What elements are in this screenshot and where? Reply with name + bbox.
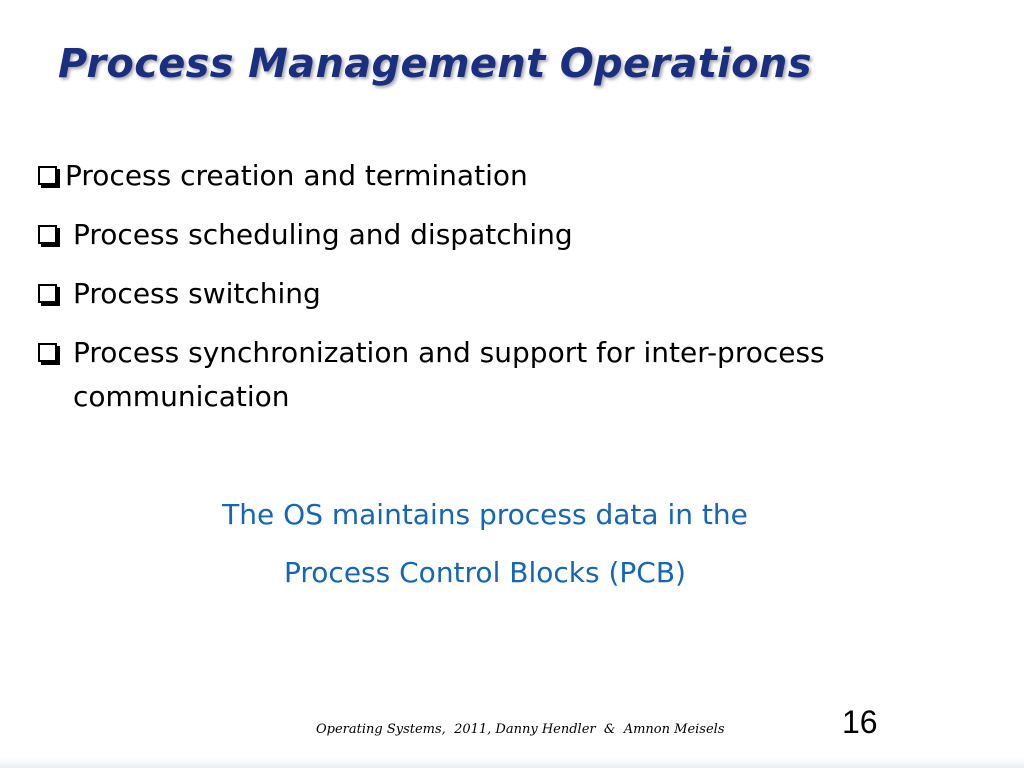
pcb-note: [0, 486, 970, 602]
checkbox-icon: [38, 284, 57, 303]
bullet-text: Process synchronization and support for inter-process communication: [73, 336, 825, 413]
bullet-item: [38, 154, 918, 198]
slide-title: Process Management Operations: [58, 41, 812, 87]
bottom-shade: [0, 758, 1024, 768]
pcb-note-line: The OS maintains process data in the: [222, 498, 748, 531]
bullet-text: Process creation and termination: [65, 159, 528, 192]
page-number: 16: [842, 704, 878, 740]
checkbox-icon: [38, 225, 57, 244]
bullet-list: [38, 154, 918, 434]
slide-footer: Operating Systems, 2011, Danny Hendler & Amnon Meisels: [316, 722, 725, 737]
bullet-item: [38, 213, 918, 257]
bullet-item: [38, 272, 918, 316]
bullet-text: Process scheduling and dispatching: [73, 218, 573, 251]
checkbox-icon: [38, 166, 57, 185]
pcb-note-line: Process Control Blocks (PCB): [284, 556, 686, 589]
checkbox-icon: [38, 343, 57, 362]
bullet-item: [38, 331, 918, 419]
bullet-text: Process switching: [73, 277, 321, 310]
